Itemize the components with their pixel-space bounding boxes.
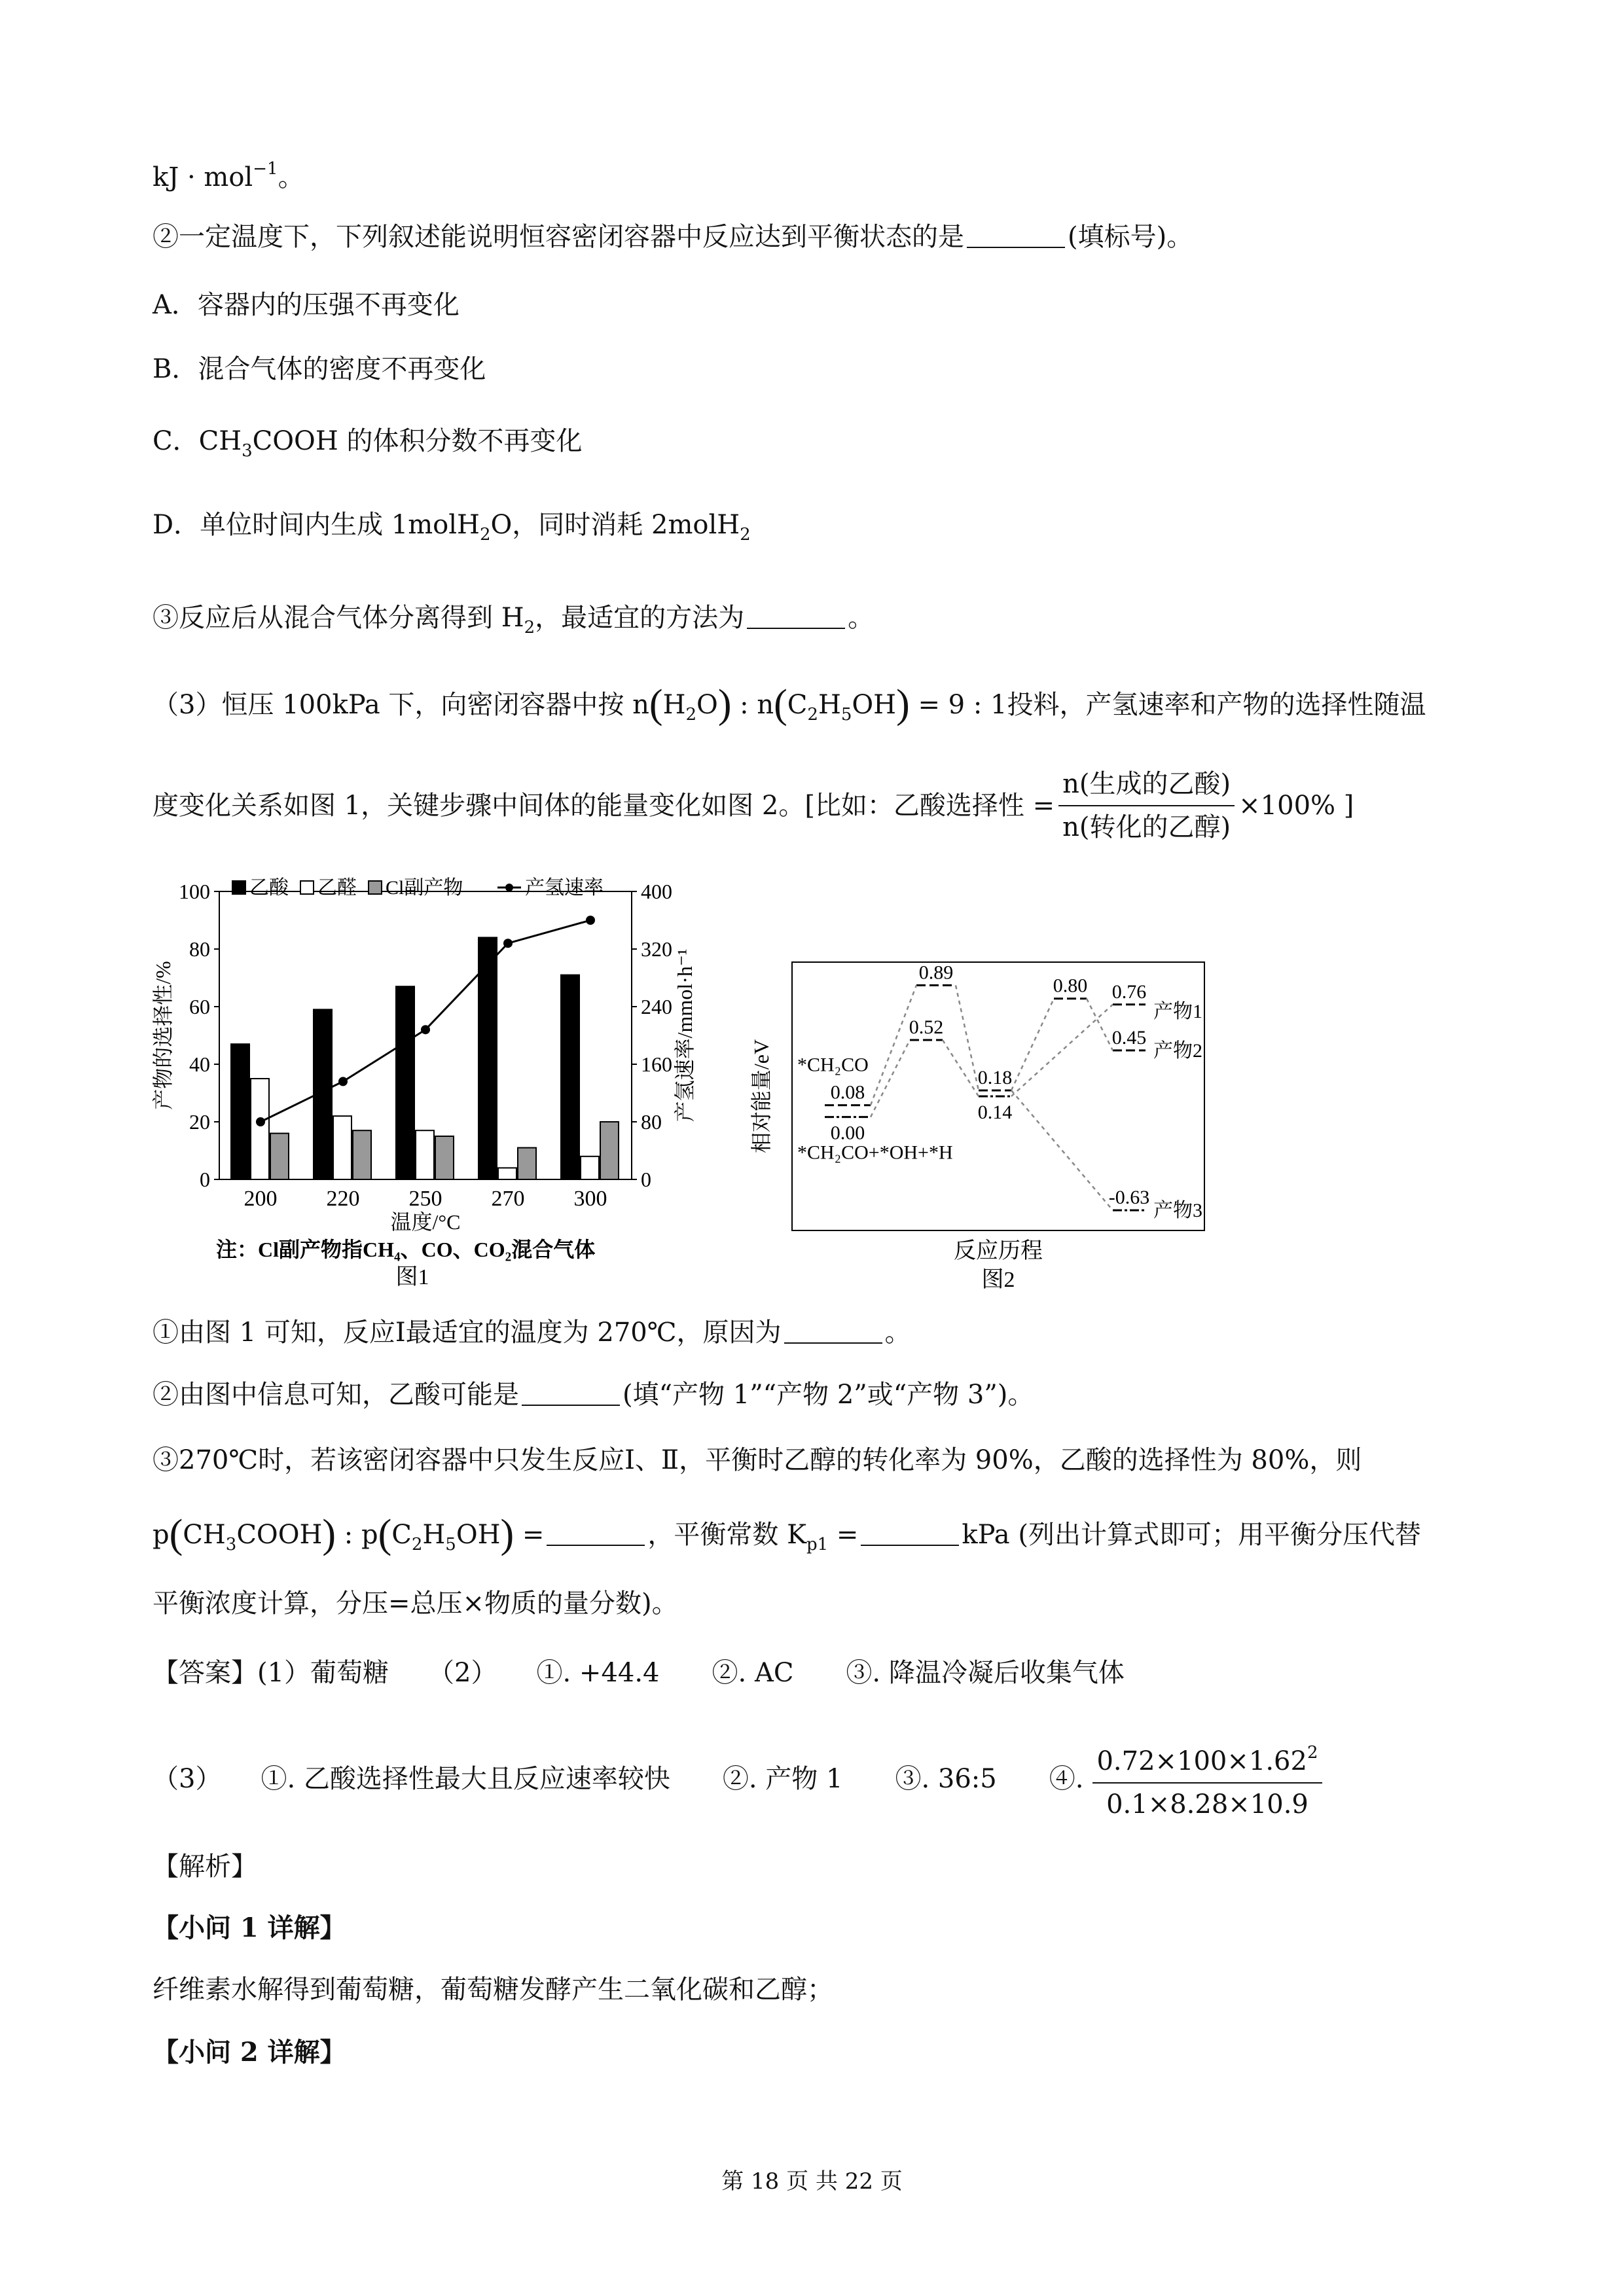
- x-axis-label: 温度/°C: [390, 1210, 461, 1234]
- bar-Cl副产物: [600, 1122, 619, 1179]
- bar-Cl副产物: [270, 1134, 289, 1179]
- bar-乙酸: [478, 937, 497, 1179]
- answer-text: （3） ①. 乙酸选择性最大且反应速率较快 ②. 产物 1 ③. 36:5 ④.: [153, 1763, 1084, 1794]
- energy-value-label: 0.76: [1111, 980, 1147, 1003]
- q2-3-text: ③反应后从混合气体分离得到: [153, 603, 501, 633]
- q2-2-tail: (填标号)。: [1068, 222, 1193, 252]
- legend-swatch: [232, 881, 245, 894]
- chem-formula: 2molH: [651, 510, 740, 540]
- y-tick-label: 40: [189, 1052, 210, 1076]
- q2-2-text: ②一定温度下，下列叙述能说明恒容密闭容器中反应达到平衡状态的是: [153, 222, 964, 252]
- fraction-denominator: 0.1×8.28×10.9: [1106, 1789, 1308, 1820]
- chem-subscript: 2: [524, 618, 535, 637]
- q3-3-text: ③270℃时，若该密闭容器中只发生反应Ⅰ、Ⅱ，平衡时乙醇的转化率为 90%，乙酸的选择性为 80%，则: [153, 1445, 1362, 1475]
- question-3-3-formula: $p(CH_3COOH)$ : $p(C_2H_5OH)$ = ，平衡常数 $K_{p1}$ = kPa (列出计算式即可；用平衡分压代替: [153, 1512, 1421, 1556]
- path-connector: [943, 1040, 979, 1096]
- question-3-line2: [153, 767, 1354, 844]
- math-k-sub: p1: [806, 1535, 829, 1554]
- q3-text: 度变化关系如图 1，关键步骤中间体的能量变化如图 2。[比如：乙酸选择性 =: [153, 791, 1055, 821]
- q3-1-tail: 。: [884, 1318, 911, 1348]
- legend-label: 产氢速率: [525, 877, 604, 899]
- option-d: [153, 508, 751, 552]
- chem-formula: H: [662, 690, 686, 720]
- chem-formula: H: [501, 603, 524, 633]
- y2-tick-label: 160: [641, 1052, 672, 1076]
- chem-formula: CH: [183, 1520, 226, 1550]
- kp-fraction: [1092, 1736, 1322, 1821]
- product-label: 产物1: [1153, 1000, 1202, 1022]
- option-b: [153, 352, 486, 386]
- option-b-text: B．混合气体的密度不再变化: [153, 354, 486, 384]
- bar-乙酸: [396, 986, 414, 1179]
- energy-value-label: 0.45: [1111, 1026, 1147, 1049]
- bar-乙醛: [581, 1157, 599, 1179]
- energy-value-label: 0.80: [1053, 975, 1088, 997]
- energy-value-label: 0.89: [918, 961, 954, 984]
- figure-2-energy-diagram: [746, 942, 1309, 1296]
- math-p: p: [361, 1520, 378, 1550]
- kp-numerator: 0.72×100×1.62: [1096, 1746, 1307, 1776]
- x-tick-label: 250: [408, 1187, 442, 1211]
- chem-subscript: 5: [840, 705, 852, 725]
- unit-line: [153, 152, 304, 194]
- y-tick-label: 20: [189, 1110, 210, 1134]
- q3-text: ×100% ]: [1238, 791, 1354, 821]
- rate-line: [261, 920, 590, 1122]
- y-tick-label: 0: [200, 1168, 210, 1191]
- energy-value-label: 0.18: [977, 1066, 1013, 1088]
- analysis-label: 【解析】: [153, 1852, 257, 1882]
- path-connector: [1011, 1005, 1113, 1096]
- math-colon: :: [731, 690, 757, 720]
- option-d-text: ，同时消耗: [512, 510, 651, 540]
- y-tick-label: 100: [179, 880, 210, 903]
- bar-Cl副产物: [435, 1136, 454, 1179]
- energy-value-label: 0.00: [830, 1122, 865, 1144]
- unit-sup: −1: [253, 159, 278, 179]
- legend-label: Cl副产物: [386, 877, 463, 899]
- x-tick-label: 220: [326, 1187, 360, 1211]
- q3-text: 投料，产氢速率和产物的选择性随温: [1007, 690, 1426, 720]
- answer-blank: [522, 1380, 620, 1406]
- x-tick-label: 270: [491, 1187, 525, 1211]
- chem-subscript: 2: [740, 525, 751, 545]
- legend-label: 乙酸: [249, 877, 289, 899]
- chem-formula: C: [787, 690, 808, 720]
- x-tick-label: 200: [244, 1187, 278, 1211]
- path-connector: [871, 985, 916, 1105]
- x-axis-label: 反应历程: [954, 1239, 1043, 1263]
- chem-subscript: 5: [445, 1535, 456, 1554]
- q3-1-text: ①由图 1 可知，反应Ⅰ最适宜的温度为 270℃，原因为: [153, 1318, 782, 1348]
- q3-3-text: ，平衡常数: [647, 1520, 787, 1550]
- selectivity-fraction: [1058, 767, 1235, 844]
- math-eq: =: [514, 1520, 545, 1550]
- y-axis-label: 产物的选择性/%: [151, 961, 175, 1110]
- legend-swatch: [369, 881, 382, 894]
- question-3-3: [153, 1443, 1362, 1477]
- answer-text: 【答案】(1）葡萄糖 （2） ①. +44.4 ②. AC ③. 降温冷凝后收集气体: [153, 1658, 1125, 1688]
- chem-subscript: 3: [225, 1535, 237, 1554]
- y2-tick-label: 80: [641, 1110, 662, 1134]
- rate-point: [503, 939, 513, 948]
- analysis-heading: [153, 1850, 257, 1884]
- species-label: *CH₂CO: [797, 1054, 869, 1076]
- ratio-text: = 9 : 1: [909, 690, 1007, 720]
- energy-value-label: -0.63: [1108, 1187, 1150, 1209]
- bar-Cl副产物: [353, 1130, 371, 1179]
- answer-blank: [861, 1520, 959, 1546]
- sub-question-1-text: [153, 1973, 833, 2007]
- sub-question-2-label: 【小问 2 详解】: [153, 2037, 346, 2068]
- y-tick-label: 80: [189, 937, 210, 961]
- chem-formula: COOH: [252, 426, 338, 456]
- q3-2-tail: (填“产物 1”“产物 2”或“产物 3”)。: [623, 1380, 1034, 1410]
- rate-point: [586, 916, 595, 925]
- path-connector: [1011, 999, 1054, 1090]
- chem-subscript: 2: [479, 525, 491, 545]
- answer-blank: [967, 222, 1065, 248]
- question-2-3: ③反应后从混合气体分离得到 $H_2$，最适宜的方法为 。: [153, 603, 875, 637]
- chem-formula: OH: [852, 690, 897, 720]
- option-c-label: C．: [153, 426, 199, 456]
- bar-乙醛: [333, 1116, 352, 1179]
- chem-formula: H: [422, 1520, 446, 1550]
- chem-formula: H: [818, 690, 841, 720]
- chem-subscript: 2: [685, 705, 697, 725]
- answer-blank: [747, 603, 845, 629]
- figure-1-chart: [151, 870, 805, 1289]
- q3-2-text: ②由图中信息可知，乙酸可能是: [153, 1380, 519, 1410]
- math-eq: =: [828, 1520, 859, 1550]
- path-connector: [956, 985, 979, 1090]
- q3-text: （3）恒压 100kPa 下，向密闭容器中按: [153, 690, 633, 720]
- bar-Cl副产物: [518, 1148, 536, 1179]
- answer-blank: [784, 1318, 882, 1344]
- answer-line-1: [153, 1656, 1125, 1690]
- page-footer: 第 18 页 共 22 页: [721, 2168, 903, 2195]
- path-connector: [1011, 1090, 1113, 1210]
- chart-note: 注：Cl副产物指CH₄、CO、CO₂混合气体: [216, 1238, 596, 1261]
- question-3-intro: （3）恒压 100kPa 下，向密闭容器中按 $n(H_2O)$ : $n(C_2H_5OH) = 9$ : 1投料，产氢速率和产物的选择性随温: [153, 682, 1426, 726]
- chem-formula: O: [696, 690, 718, 720]
- product-label: 产物2: [1153, 1039, 1202, 1062]
- chem-formula: O: [490, 510, 513, 540]
- chem-formula: 1molH: [391, 510, 480, 540]
- chem-formula: C: [391, 1520, 412, 1550]
- rate-point: [421, 1025, 430, 1034]
- answer-blank: [547, 1520, 645, 1546]
- chem-subscript: 2: [411, 1535, 423, 1554]
- chem-subscript: 2: [807, 705, 818, 725]
- chem-subscript: 3: [242, 441, 253, 461]
- energy-value-label: 0.08: [830, 1081, 865, 1103]
- question-3-3-tail: [153, 1587, 678, 1621]
- q3-3-text: kPa (列出计算式即可；用平衡分压代替: [962, 1520, 1421, 1550]
- fraction-numerator: n(生成的乙酸): [1058, 767, 1235, 806]
- y2-tick-label: 400: [641, 880, 672, 903]
- sub-question-1-label: 【小问 1 详解】: [153, 1912, 346, 1943]
- sub-question-1-heading: [153, 1911, 346, 1945]
- question-2-2: [153, 220, 1193, 254]
- question-3-2: [153, 1378, 1034, 1412]
- q3-3-text: 平衡浓度计算，分压=总压×物质的量分数)。: [153, 1588, 678, 1619]
- y2-tick-label: 240: [641, 995, 672, 1018]
- option-a-text: A．容器内的压强不再变化: [153, 290, 460, 320]
- bar-乙醛: [498, 1168, 516, 1179]
- option-c: [153, 424, 582, 468]
- species-label: *CH₂CO+*OH+*H: [797, 1141, 953, 1164]
- legend-point: [505, 884, 513, 891]
- math-colon: :: [336, 1520, 361, 1550]
- option-c-text: 的体积分数不再变化: [338, 426, 583, 456]
- option-d-text: D．单位时间内生成: [153, 510, 391, 540]
- energy-value-label: 0.14: [977, 1102, 1013, 1123]
- math-p: p: [153, 1520, 170, 1550]
- chem-formula: CH: [198, 426, 242, 456]
- path-connector: [1087, 999, 1113, 1050]
- kp-numerator-sup: 2: [1307, 1743, 1318, 1763]
- chart-title: 图1: [395, 1265, 429, 1289]
- unit-suffix: 。: [278, 162, 304, 192]
- bar-乙醛: [416, 1130, 434, 1179]
- fraction-denominator: n(转化的乙醇): [1062, 812, 1231, 842]
- sub-question-1-body: 纤维素水解得到葡萄糖，葡萄糖发酵产生二氧化碳和乙醇；: [153, 1975, 833, 2005]
- chem-formula: COOH: [236, 1520, 323, 1550]
- y-tick-label: 60: [189, 995, 210, 1018]
- energy-value-label: 0.52: [909, 1016, 944, 1039]
- y-axis-label: 相对能量/eV: [749, 1039, 773, 1154]
- bar-乙醛: [251, 1079, 269, 1179]
- math-k: K: [787, 1520, 806, 1550]
- sub-question-2-heading: [153, 2036, 346, 2070]
- option-a: [153, 288, 460, 322]
- question-3-1: [153, 1316, 911, 1350]
- math-n: n: [757, 690, 774, 720]
- unit-text: kJ · mol: [153, 162, 253, 192]
- legend-label: 乙醛: [317, 877, 357, 899]
- chart-title: 图2: [981, 1268, 1015, 1292]
- bar-乙酸: [561, 975, 579, 1179]
- fraction-numerator: [1092, 1736, 1322, 1784]
- x-tick-label: 300: [573, 1187, 607, 1211]
- y2-tick-label: 0: [641, 1168, 651, 1191]
- rate-point: [338, 1077, 348, 1086]
- chem-formula: OH: [456, 1520, 501, 1550]
- rate-point: [256, 1117, 265, 1126]
- bar-乙酸: [231, 1044, 249, 1179]
- math-n: n: [632, 690, 649, 720]
- answer-line-2: [153, 1736, 1326, 1821]
- y2-tick-label: 320: [641, 937, 672, 961]
- y2-axis-label: 产氢速率/mmol·h⁻¹: [673, 948, 696, 1122]
- legend-swatch: [300, 881, 314, 894]
- q2-3-text: ，最适宜的方法为: [535, 603, 745, 633]
- product-label: 产物3: [1153, 1200, 1202, 1222]
